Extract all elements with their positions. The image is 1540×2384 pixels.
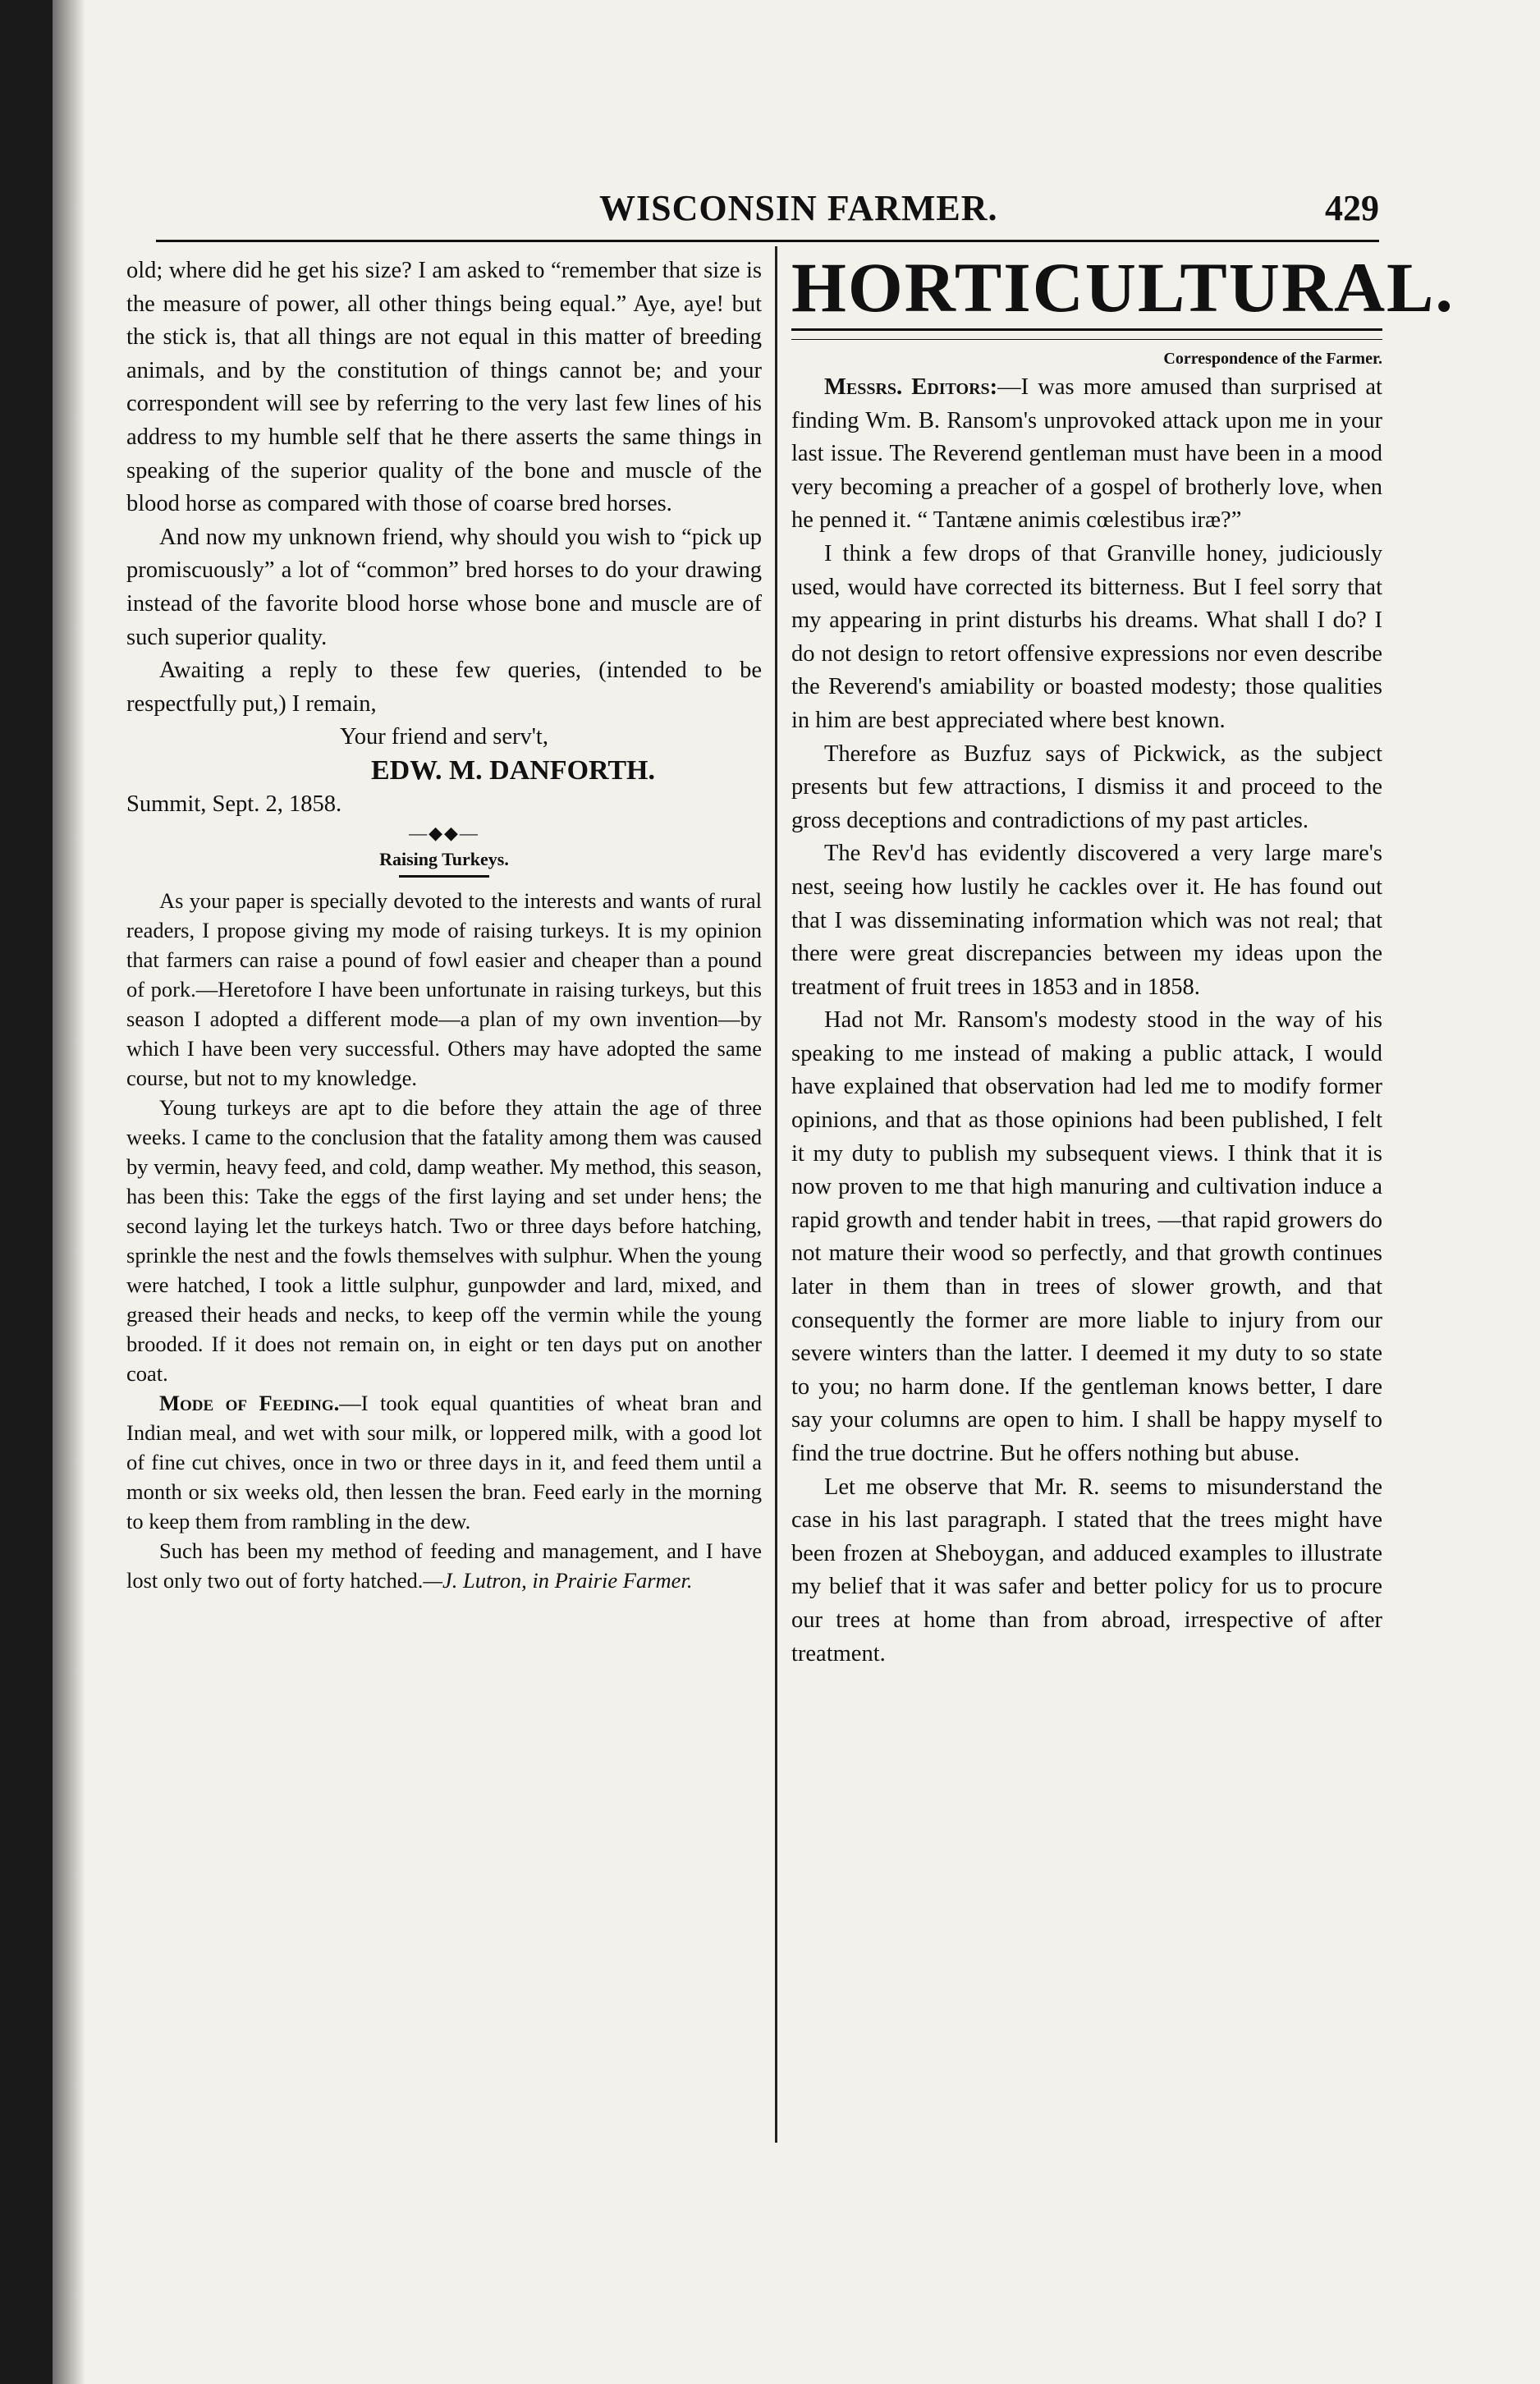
salutation: Messrs. Editors: xyxy=(824,374,998,400)
left-paragraph-7 xyxy=(126,1536,762,1595)
closing-line: Your friend and serv't, xyxy=(340,724,548,750)
correspondence-label: Correspondence of the Farmer. xyxy=(1163,350,1382,368)
mode-of-feeding-text: —I took equal quantities of wheat bran and Indian meal, and wet with sour milk, or loppered milk, with a good lot of fine cut chives, once in two or three days in it, and feed them until a month or six weeks old, then lessen the bran. Feed early in the morning to keep them from rambling in the dew. xyxy=(126,1391,763,1534)
department-heading: HORTICULTURAL. xyxy=(791,248,1455,327)
subheading-rule xyxy=(399,875,489,878)
right-paragraph-5: Had not Mr. Ransom's modesty stood in the way of his speaking to me instead of making a public attack, I would have explained that observation had led me to modify former opinions, and that as those opinions had been published, I felt it my duty to publish my subsequent views. I think that it is now proven to me that high manuring and cultivation induce a rapid growth and tender habit in trees, —that rapid growers do not mature their wood so perfectly, and that growth continues later in them than in trees of slower growth, and that consequently the former are more liable to injury from our severe winters than the latter. I deemed it my duty to so state to you; no harm done. If the gentleman knows better, I dare say your columns are open to him. I shall be happy myself to find the true doctrine. But he offers nothing but abuse. xyxy=(791,1007,1382,1466)
left-paragraph-3: Awaiting a reply to these few queries, (intended to be respectfully put,) I remain, xyxy=(126,658,762,717)
header-rule xyxy=(156,240,1379,242)
journal-title: WISCONSIN FARMER. xyxy=(599,188,998,228)
ornament-divider: —◆◆— xyxy=(409,823,479,844)
source-credit: —J. Lutron, in Prairie Farmer. xyxy=(423,1568,693,1593)
left-paragraph-4: As your paper is specially devoted to the interests and wants of rural readers, I propose giving my mode of raising turkeys. It is my opinion that farmers can raise a pound of fowl easier and cheaper than a pound of pork.—Heretofore I have been unfortunate in raising turkeys, but this season I adopted a different mode—a plan of my own invention—by which I have been very successful. Others may have adopted the same course, but not to my knowledge. xyxy=(126,888,762,1091)
signature: EDW. M. DANFORTH. xyxy=(370,754,655,786)
page-number: 429 xyxy=(1325,188,1379,228)
heading-double-rule xyxy=(791,328,1382,340)
article-subheading: Raising Turkeys. xyxy=(379,849,509,870)
left-paragraph-5: Young turkeys are apt to die before they attain the age of three weeks. I came to the conclusion that the fatality among them was caused by vermin, heavy feed, and cold, damp weather. My method, this season, has been this: Take the eggs of the first laying and set under hens; the second laying let the turkeys hatch. Two or three days before hatching, sprinkle the nest and the fowls themselves with sulphur. When the young were hatched, I took a little sulphur, gunpowder and lard, mixed, and greased their heads and necks, to keep off the vermin while the young brooded. If it does not remain on, in eight or ten days put on another coat. xyxy=(126,1095,762,1387)
right-paragraph-1 xyxy=(791,371,1382,538)
gutter-shadow xyxy=(53,0,85,2384)
right-paragraph-3: Therefore as Buzfuz says of Pickwick, as the subject presents but few attractions, I dismiss it and proceed to the gross deceptions and contradictions of my past articles. xyxy=(791,740,1382,833)
right-paragraph-6: Let me observe that Mr. R. seems to misunderstand the case in his last paragraph. I stated that the trees might have been frozen at Sheboygan, and adduced examples to illustrate my belief that it was safer and better policy for us to procure our trees at home than from abroad, irrespective of after treatment. xyxy=(791,1474,1382,1667)
dateline: Summit, Sept. 2, 1858. xyxy=(126,791,342,817)
column-divider xyxy=(775,246,777,2143)
right-paragraph-2: I think a few drops of that Granville honey, judiciously used, would have corrected its bitterness. But I feel sorry that my appearing in print disturbs his dreams. What shall I do? I do not design to retort offensive expressions nor even describe the Reverend's amiability or boasted modesty; those qualities in him are best appreciated where best known. xyxy=(791,540,1382,733)
left-column xyxy=(126,254,762,1595)
right-paragraph-1-text: —I was more amused than surprised at finding Wm. B. Ransom's unprovoked attack upon me in your last issue. The Reverend gentleman must have been in a mood very becoming a preacher of a gospel of brotherly love, when he penned it. “ Tantæne animis cœlestibus iræ?” xyxy=(791,374,1382,534)
right-paragraph-4: The Rev'd has evidently discovered a very large mare's nest, seeing how lustily he cackles over it. He has found out that I was disseminating information which was not real; that there were great discrepancies between my ideas upon the treatment of fruit trees in 1853 and in 1858. xyxy=(791,841,1382,1000)
turkey-article xyxy=(126,886,762,1595)
right-column xyxy=(791,246,1455,1671)
running-head xyxy=(156,187,1379,245)
closing-text: Such has been my method of feeding and management, and I have lost only two out of forty hatched. xyxy=(126,1538,762,1593)
left-paragraph-1: old; where did he get his size? I am asked to “remember that size is the measure of power, all other things being equal.” Aye, aye! but the stick is, that all things are not equal in this matter of breeding animals, and by the constitution of things cannot be; and your correspondent will see by referring to the very last few lines of his address to my humble self that he there asserts the same things in speaking of the superior quality of the bone and muscle of the blood horse as compared with those of coarse bred horses. xyxy=(126,258,762,517)
left-paragraph-6 xyxy=(126,1388,762,1536)
mode-of-feeding-lead: Mode of Feeding. xyxy=(159,1391,340,1416)
left-paragraph-2: And now my unknown friend, why should you wish to “pick up promiscuously” a lot of “common” bred horses to do your drawing instead of the favorite blood horse whose bone and muscle are of such superior quality. xyxy=(126,524,762,650)
